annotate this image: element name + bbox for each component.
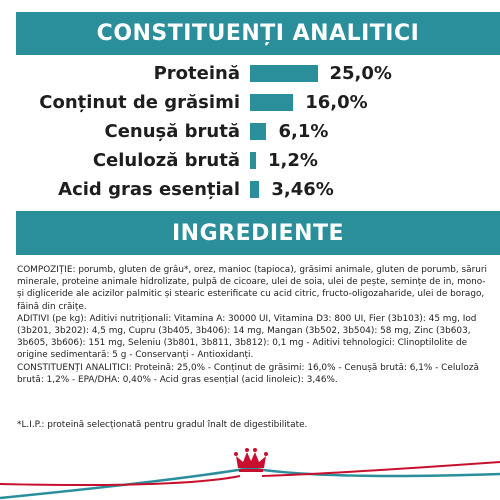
section-title-analytical: CONSTITUENȚI ANALITICI — [96, 21, 420, 46]
footer-decoration — [0, 440, 500, 500]
bar-label: Acid gras esențial — [58, 179, 240, 200]
bar-value-label: 16,0% — [305, 92, 368, 113]
bar — [250, 152, 256, 169]
constituents-text: CONSTITUENȚI ANALITICI: Proteină: 25,0% - Conținut de grăsimi: 16,0% - Cenușă brută: 6,1% - Celuloză brută: 1,2% - EPA/DHA: 0,40% - Acid gras esențial (acid linoleic): 3,46%. — [17, 362, 479, 385]
section-header-ingredients — [16, 211, 500, 255]
bar — [250, 65, 318, 82]
bar-value-label: 1,2% — [268, 150, 318, 171]
footnote-text: *L.I.P.: proteină selecționată pentru gradul înalt de digestibilitate. — [17, 420, 308, 430]
bar-label: Cenușă brută — [104, 121, 240, 142]
bar-row — [0, 90, 500, 116]
bar — [250, 123, 266, 140]
section-title-ingredients: INGREDIENTE — [171, 220, 345, 246]
composition-text: COMPOZIȚIE: porumb, gluten de grâu*, orez, manioc (tapioca), grăsimi animale, gluten de porumb, săruri minerale, proteine animale hidrolizate, pulpă de cicoare, ulei de soia, ulei de pește, semințe de in, mono- și digliceride ale acizilor palmitic și stearic esterificate cu acid citric, fructo-oligozaharide, ulei de borago, făină din crăițe. — [17, 265, 487, 312]
bar-label: Celuloză brută — [92, 150, 240, 171]
section-header-analytical — [16, 12, 500, 55]
bar-label: Proteină — [153, 63, 240, 84]
footer — [0, 440, 500, 500]
bar-label: Conținut de grăsimi — [39, 92, 240, 113]
bar — [250, 94, 293, 111]
bar-row — [0, 177, 500, 203]
bar-row — [0, 61, 500, 87]
bar-row — [0, 119, 500, 145]
additives-text: ADITIVI (pe kg): Aditivi nutriționali: Vitamina A: 30000 UI, Vitamina D3: 800 UI, Fier (3b103): 45 mg, Iod (3b201, 3b202): 4,5 mg, Cupru (3b405, 3b406): 14 mg, Mangan (3b502, 3b504): 58 mg, Zinc (3b603, 3b605, 3b606): 151 mg, Seleniu (3b801, 3b811, 3b812): 0,1 mg - Aditivi tehnologici: Clinoptilolite de origine sedimentară: 5 g - Conservanți - Antioxidanți. — [17, 313, 477, 361]
ingredients-text — [17, 264, 487, 386]
bar — [250, 181, 259, 198]
analytical-bar-chart — [0, 56, 500, 206]
bar-value-label: 6,1% — [278, 121, 329, 142]
bar-value-label: 3,46% — [271, 179, 334, 200]
bar-value-label: 25,0% — [329, 63, 392, 84]
bar-row — [0, 148, 500, 174]
